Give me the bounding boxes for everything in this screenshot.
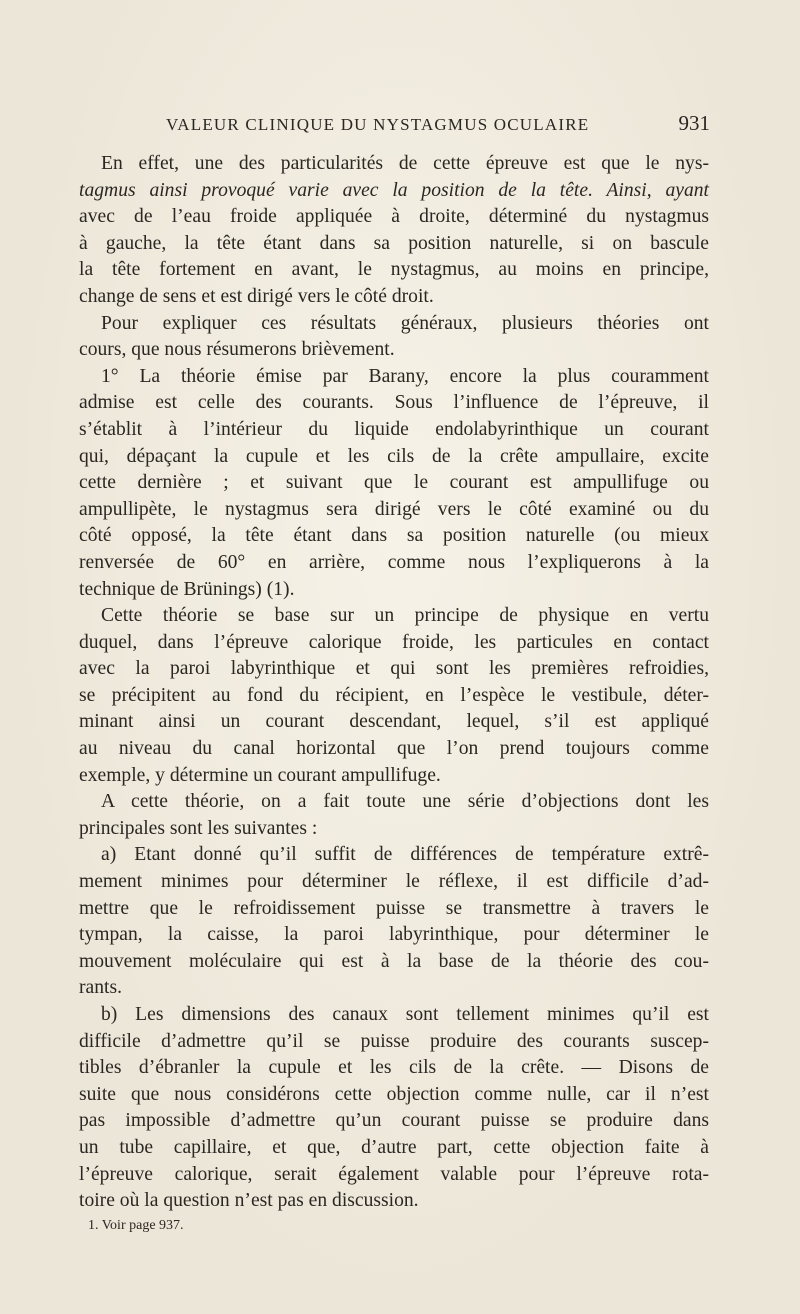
text-line: minant ainsi un courant descendant, lequel, s’il est appliqué — [79, 711, 709, 733]
footnote: 1. Voir page 937. — [88, 1218, 184, 1233]
text-line: l’épreuve calorique, serait également valable pour l’épreuve rota- — [79, 1163, 709, 1185]
text-line: qui, dépaçant la cupule et les cils de la crête ampullaire, excite — [79, 445, 709, 467]
text-line: tagmus ainsi provoqué varie avec la position de la tête. Ainsi, ayant — [79, 179, 709, 201]
text-line: à gauche, la tête étant dans sa position naturelle, si on bascule — [79, 232, 709, 254]
text-line: exemple, y détermine un courant ampullifuge. — [79, 764, 441, 786]
text-line: A cette théorie, on a fait toute une série d’objections dont les — [101, 791, 709, 813]
text-line: En effet, une des particularités de cette épreuve est que le nys- — [101, 153, 709, 174]
text-line: mettre que le refroidissement puisse se transmettre à travers le — [79, 897, 709, 919]
text-line: avec la paroi labyrinthique et qui sont les premières refroidies, — [79, 658, 709, 680]
text-line: tibles d’ébranler la cupule et les cils de la crête. — Disons de — [79, 1057, 709, 1079]
text-line: tympan, la caisse, la paroi labyrinthique, pour déterminer le — [79, 924, 709, 946]
text-line: mouvement moléculaire qui est à la base de la théorie des cou- — [79, 950, 709, 972]
text-line: un tube capillaire, et que, d’autre part, cette objection faite à — [79, 1136, 709, 1158]
text-line: difficile d’admettre qu’il se puisse produire des courants suscep- — [79, 1030, 709, 1052]
text-line: principales sont les suivantes : — [79, 817, 318, 839]
page-number: 931 — [678, 111, 710, 135]
text-line: toire où la question n’est pas en discussion. — [79, 1190, 419, 1212]
text-line: côté opposé, la tête étant dans sa position naturelle (ou mieux — [79, 525, 709, 547]
text-line: Pour expliquer ces résultats généraux, plusieurs théories ont — [101, 312, 709, 334]
text-line: ampullipète, le nystagmus sera dirigé vers le côté examiné ou du — [79, 498, 709, 520]
text-line: admise est celle des courants. Sous l’influence de l’épreuve, il — [79, 392, 709, 414]
text-line: se précipitent au fond du récipient, en l’espèce le vestibule, déter- — [79, 684, 709, 706]
text-line: Cette théorie se base sur un principe de physique en vertu — [101, 605, 709, 627]
text-line: b) Les dimensions des canaux sont tellement minimes qu’il est — [101, 1004, 709, 1025]
text-line: pas impossible d’admettre qu’un courant puisse se produire dans — [79, 1110, 709, 1132]
text-line: au niveau du canal horizontal que l’on prend toujours comme — [79, 738, 709, 760]
text-line: avec de l’eau froide appliquée à droite, déterminé du nystagmus — [79, 206, 709, 228]
body-text — [79, 151, 709, 1215]
text-line: a) Etant donné qu’il suffit de différences de température extrê- — [101, 844, 709, 866]
text-line: rants. — [79, 977, 122, 999]
running-head-title: VALEUR CLINIQUE DU NYSTAGMUS OCULAIRE — [166, 115, 590, 134]
text-line: cette dernière ; et suivant que le courant est ampullifuge ou — [79, 472, 709, 494]
text-line: duquel, dans l’épreuve calorique froide, les particules en contact — [79, 631, 709, 653]
text-line: s’établit à l’intérieur du liquide endolabyrinthique un courant — [79, 418, 709, 440]
text-line: technique de Brünings) (1). — [79, 578, 295, 600]
text-line: cours, que nous résumerons brièvement. — [79, 339, 395, 361]
text-line: 1° La théorie émise par Barany, encore la plus couramment — [101, 365, 709, 387]
text-line: mement minimes pour déterminer le réflexe, il est difficile d’ad- — [79, 871, 709, 893]
text-line: change de sens et est dirigé vers le côté droit. — [79, 285, 434, 307]
running-head — [150, 112, 710, 142]
text-line: la tête fortement en avant, le nystagmus, au moins en principe, — [79, 259, 709, 281]
text-line: renversée de 60° en arrière, comme nous l’expliquerons à la — [79, 551, 709, 573]
text-line: suite que nous considérons cette objection comme nulle, car il n’est — [79, 1083, 709, 1105]
